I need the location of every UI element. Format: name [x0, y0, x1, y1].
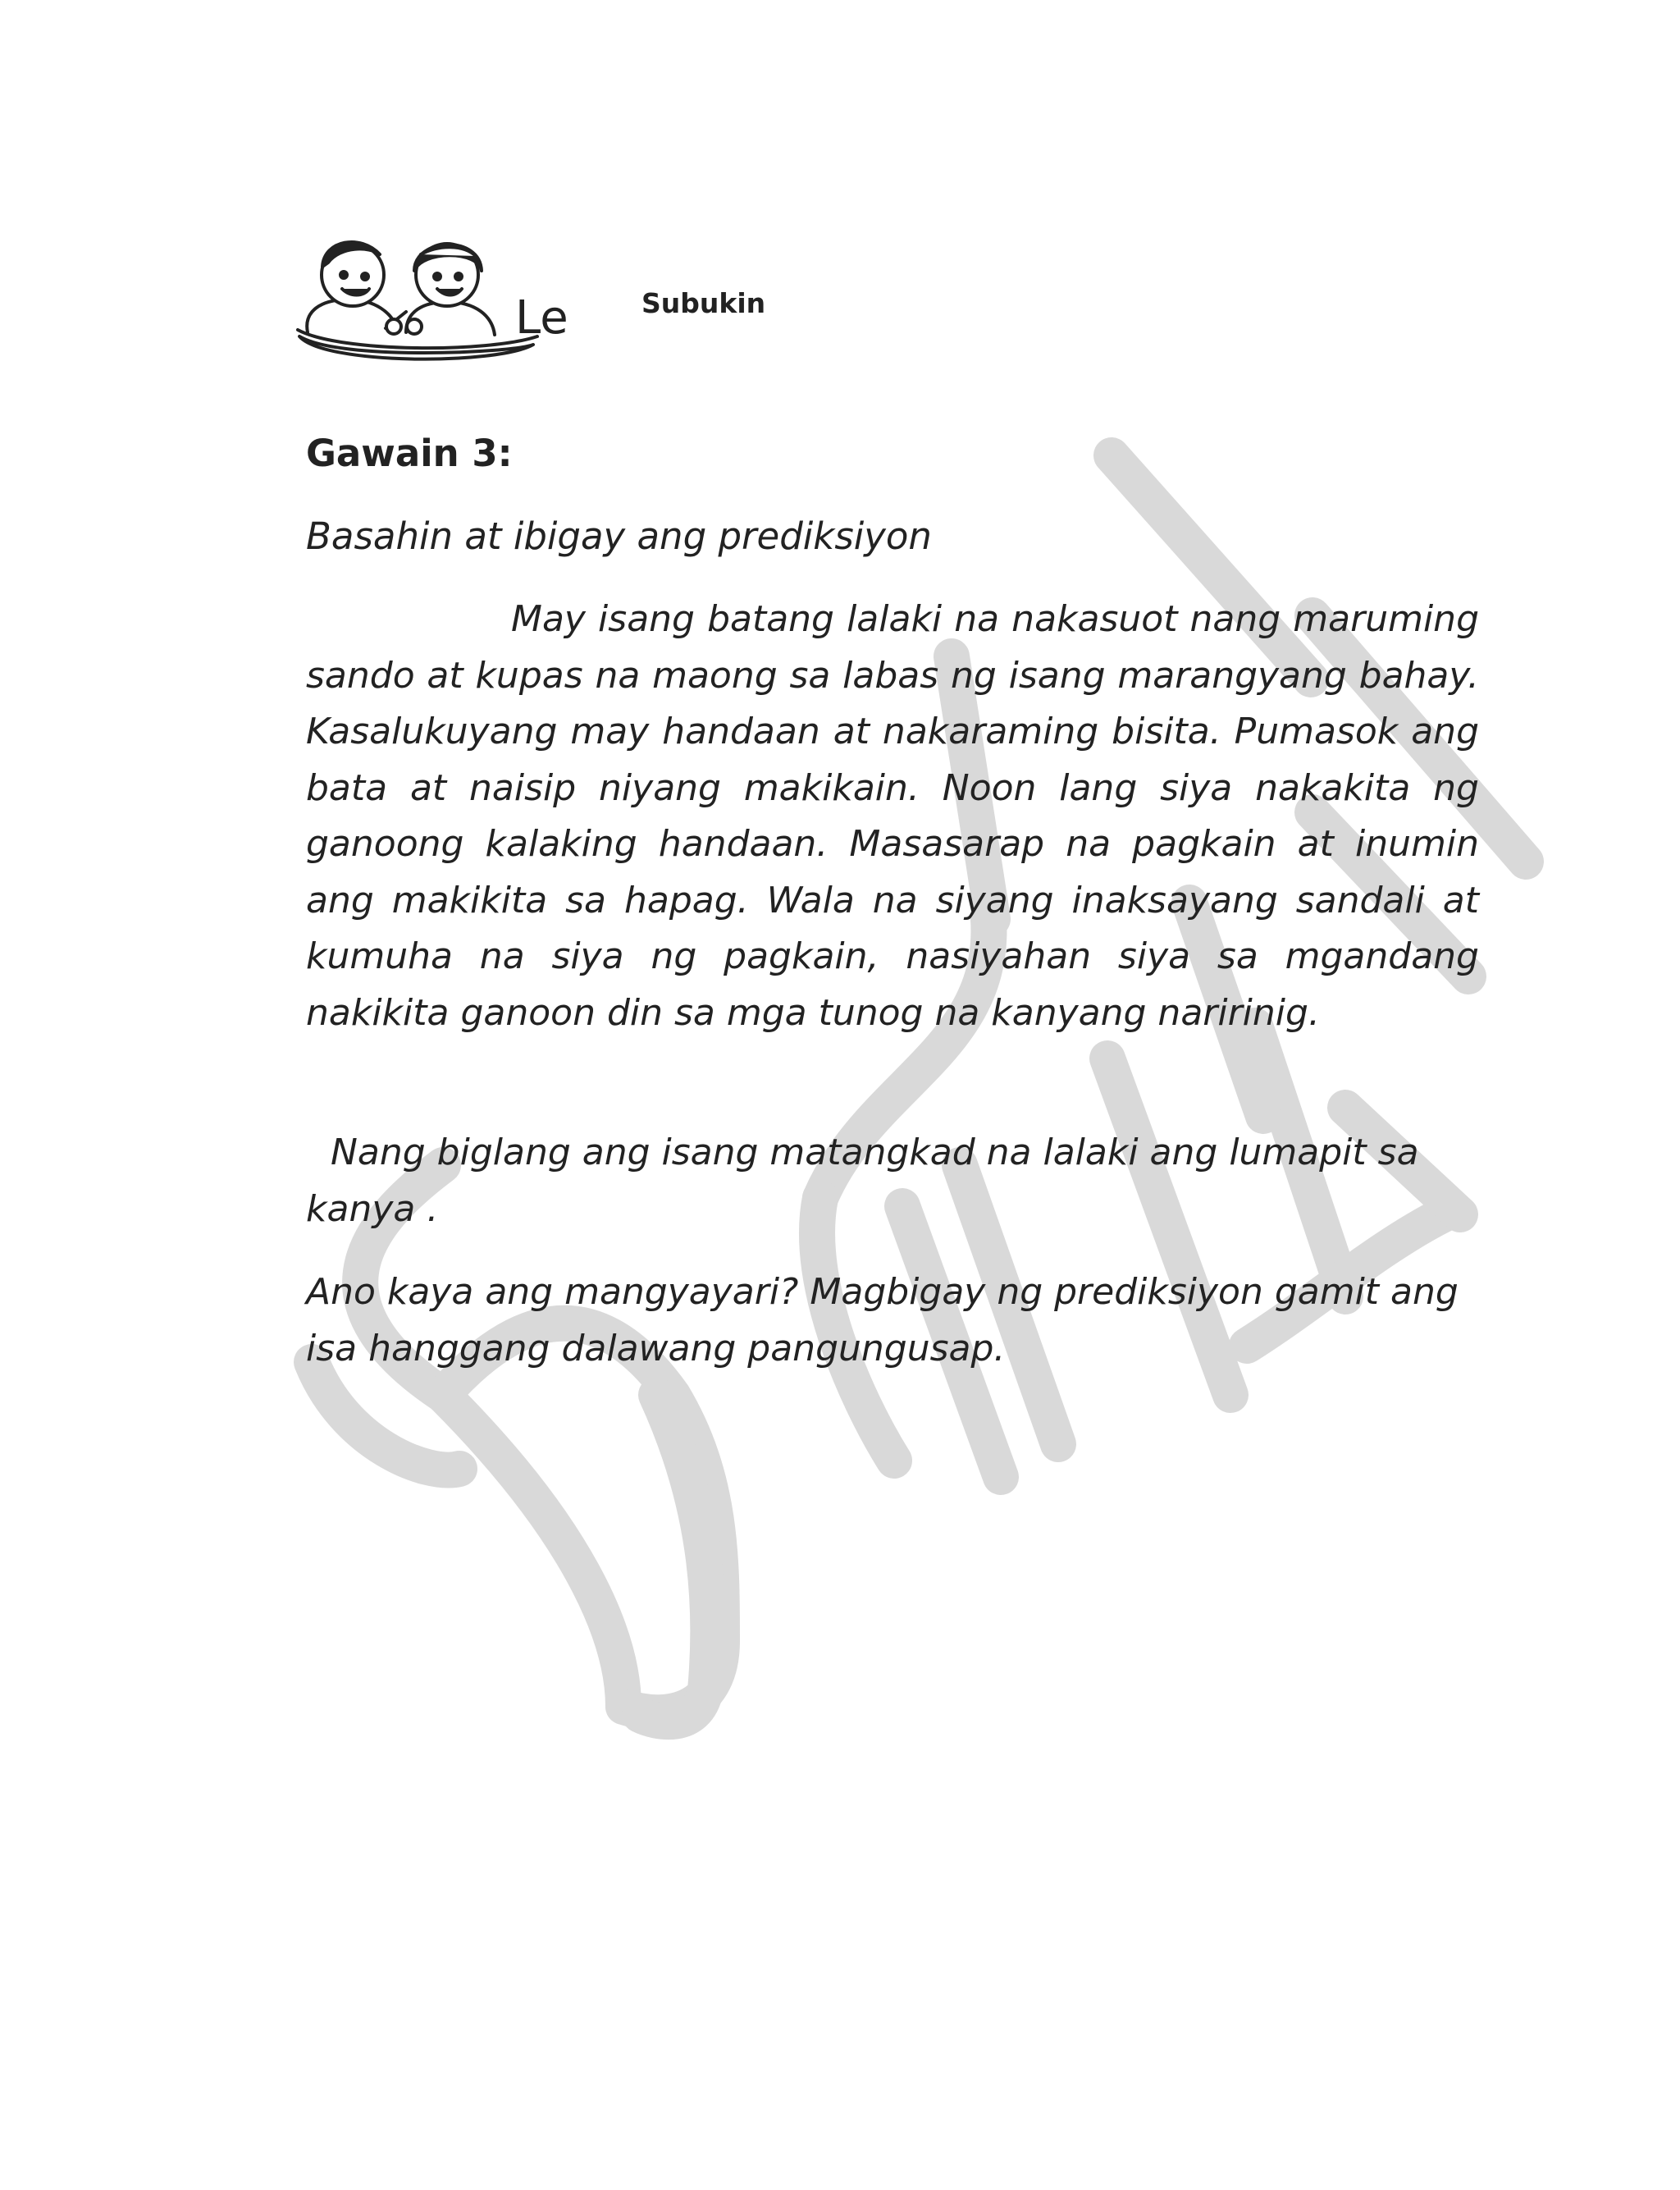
section-label: Subukin [641, 287, 766, 319]
passage-paragraph-1: May isang batang lalaki na nakasuot nang maruming sando at kupas na maong sa labas ng isang marangyang bahay. Kasalukuyang may handaan at nakaraming bisita. Pumasok ang bata at naisip niyang makikain. Noon lang siya nakakita ng ganoong kalaking handaan. Masasarap na pagkain at inumin ang makikita sa hapag. Wala na siyang inaksayang sandali at kumuha na siya ng pagkain, nasiyahan siya sa mgandang nakikita ganoon din sa mga tunog na kanyang naririnig. [306, 598, 1479, 1034]
children-reading-icon [291, 230, 568, 369]
prediction-question: Ano kaya ang mangyayari? Magbigay ng prediksiyon gamit ang isa hanggang dalawang pangungusap. [306, 1271, 1459, 1369]
activity-title: Gawain 3: [306, 432, 513, 475]
passage-paragraph-2: Nang biglang ang isang matangkad na lalaki ang lumapit sa kanya . [306, 1132, 1419, 1230]
activity-instruction: Basahin at ibigay ang prediksiyon [306, 514, 932, 558]
logo-fragment-text: Le [515, 291, 568, 345]
